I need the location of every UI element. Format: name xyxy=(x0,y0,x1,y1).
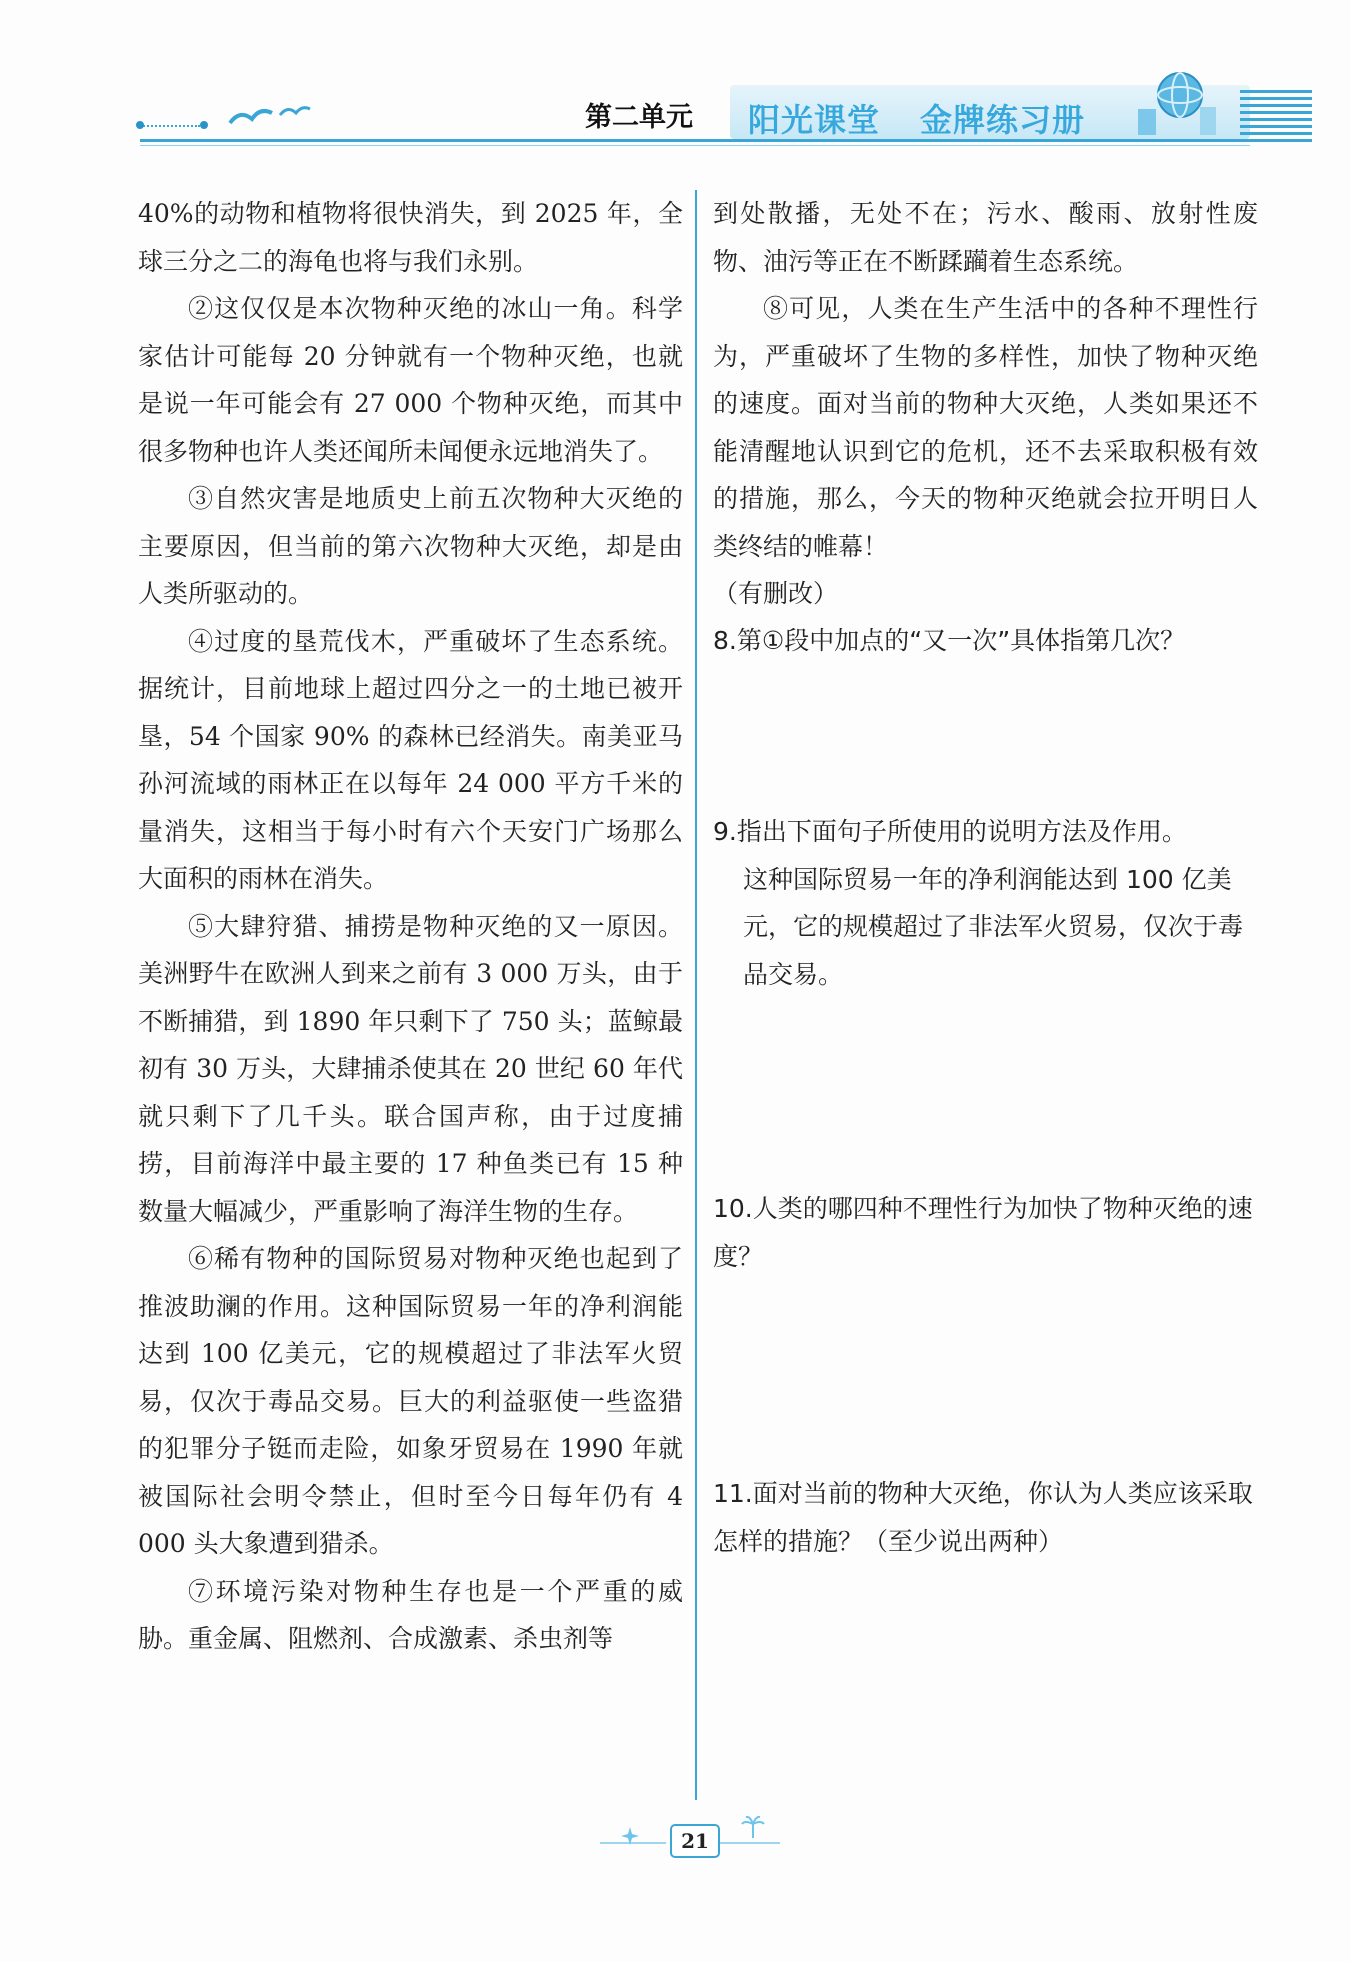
header-dotted-line xyxy=(140,125,200,127)
header-dot xyxy=(200,121,208,129)
header-rule-thin xyxy=(140,145,1250,146)
paragraph: ②这仅仅是本次物种灭绝的冰山一角。科学家估计可能每 20 分钟就有一个物种灭绝，也就是说一年可能会有 27 000 个物种灭绝，而其中很多物种也许人类还闻所未闻便永远地消失了。 xyxy=(138,294,683,466)
paragraph: 40%的动物和植物将很快消失，到 2025 年，全球三分之二的海龟也将与我们永别。 xyxy=(138,199,683,276)
birds-icon xyxy=(210,93,350,133)
paragraph: ⑤大肆狩猎、捕捞是物种灭绝的又一原因。美洲野牛在欧洲人到来之前有 3 000 万头，由于不断捕猎，到 1890 年只剩下了 750 头；蓝鲸最初有 30 万头，大肆捕杀使其在 20 世纪 60 年代就只剩下了几千头。联合国声称，由于过度捕捞，目前海洋中最主要的 17 种鱼类已有 15 种数量大幅减少，严重影响了海洋生物的生存。 xyxy=(138,911,683,1226)
question-number: 10. xyxy=(713,1194,753,1223)
paragraph: ⑧可见，人类在生产生活中的各种不理性行为，严重破坏了生物的多样性，加快了物种灭绝的速度。面对当前的物种大灭绝，人类如果还不能清醒地认识到它的危机，还不去采取积极有效的措施，那么，今天的物种灭绝就会拉开明日人类终结的帷幕！ xyxy=(713,294,1258,561)
brand-left: 阳光课堂 xyxy=(748,101,881,139)
page-footer xyxy=(600,1820,780,1860)
page-header xyxy=(130,85,1260,165)
question-10 xyxy=(713,1185,1258,1280)
paragraph: ③自然灾害是地质史上前五次物种大灭绝的主要原因，但当前的第六次物种大灭绝，却是由人类所驱动的。 xyxy=(138,484,683,608)
paragraph: ④过度的垦荒伐木，严重破坏了生态系统。据统计，目前地球上超过四分之一的土地已被开垦，54 个国家 90% 的森林已经消失。南美亚马孙河流域的雨林正在以每年 24 000 平方千米的量消失，这相当于每小时有六个天安门广场那么大面积的雨林在消失。 xyxy=(138,626,683,893)
palm-icon xyxy=(740,1814,766,1840)
question-text: 面对当前的物种大灭绝，你认为人类应该采取怎样的措施？（至少说出两种） xyxy=(713,1479,1253,1556)
left-column xyxy=(138,190,683,1663)
header-stripes xyxy=(1240,90,1312,144)
page-number: 21 xyxy=(670,1824,720,1858)
header-dot xyxy=(136,121,144,129)
right-column xyxy=(713,190,1258,618)
paragraph: ⑥稀有物种的国际贸易对物种灭绝也起到了推波助澜的作用。这种国际贸易一年的净利润能达到 100 亿美元，它的规模超过了非法军火贸易，仅次于毒品交易。巨大的利益驱使一些盗猎的犯罪分子铤而走险，如象牙贸易在 1990 年就被国际社会明令禁止，但时至今日每年仍有 4 000 头大象遭到猎杀。 xyxy=(138,1244,683,1558)
paragraph: 到处散播，无处不在；污水、酸雨、放射性废物、油污等正在不断蹂躏着生态系统。 xyxy=(713,199,1258,276)
question-number: 11. xyxy=(713,1479,753,1508)
brand-right: 金牌练习册 xyxy=(920,101,1086,139)
question-8 xyxy=(713,617,1258,665)
footer-line xyxy=(720,1842,780,1844)
question-11 xyxy=(713,1470,1258,1565)
star-icon xyxy=(620,1826,640,1846)
source-note: （有删改） xyxy=(713,579,839,608)
globe-icon xyxy=(1130,57,1220,137)
brand-banner xyxy=(730,85,1250,139)
column-divider xyxy=(695,190,697,1800)
question-number: 9. xyxy=(713,817,737,846)
question-text: 人类的哪四种不理性行为加快了物种灭绝的速度？ xyxy=(713,1194,1253,1271)
question-text: 指出下面句子所使用的说明方法及作用。 xyxy=(736,817,1187,846)
unit-title: 第二单元 xyxy=(585,102,693,133)
paragraph: ⑦环境污染对物种生存也是一个严重的威胁。重金属、阻燃剂、合成激素、杀虫剂等 xyxy=(138,1576,683,1653)
question-9 xyxy=(713,808,1258,998)
header-rule xyxy=(140,139,1250,142)
question-number: 8. xyxy=(713,626,737,655)
question-quote: 这种国际贸易一年的净利润能达到 100 亿美元，它的规模超过了非法军火贸易，仅次于毒品交易。 xyxy=(743,864,1244,989)
question-text: 第①段中加点的“又一次”具体指第几次？ xyxy=(736,626,1186,655)
